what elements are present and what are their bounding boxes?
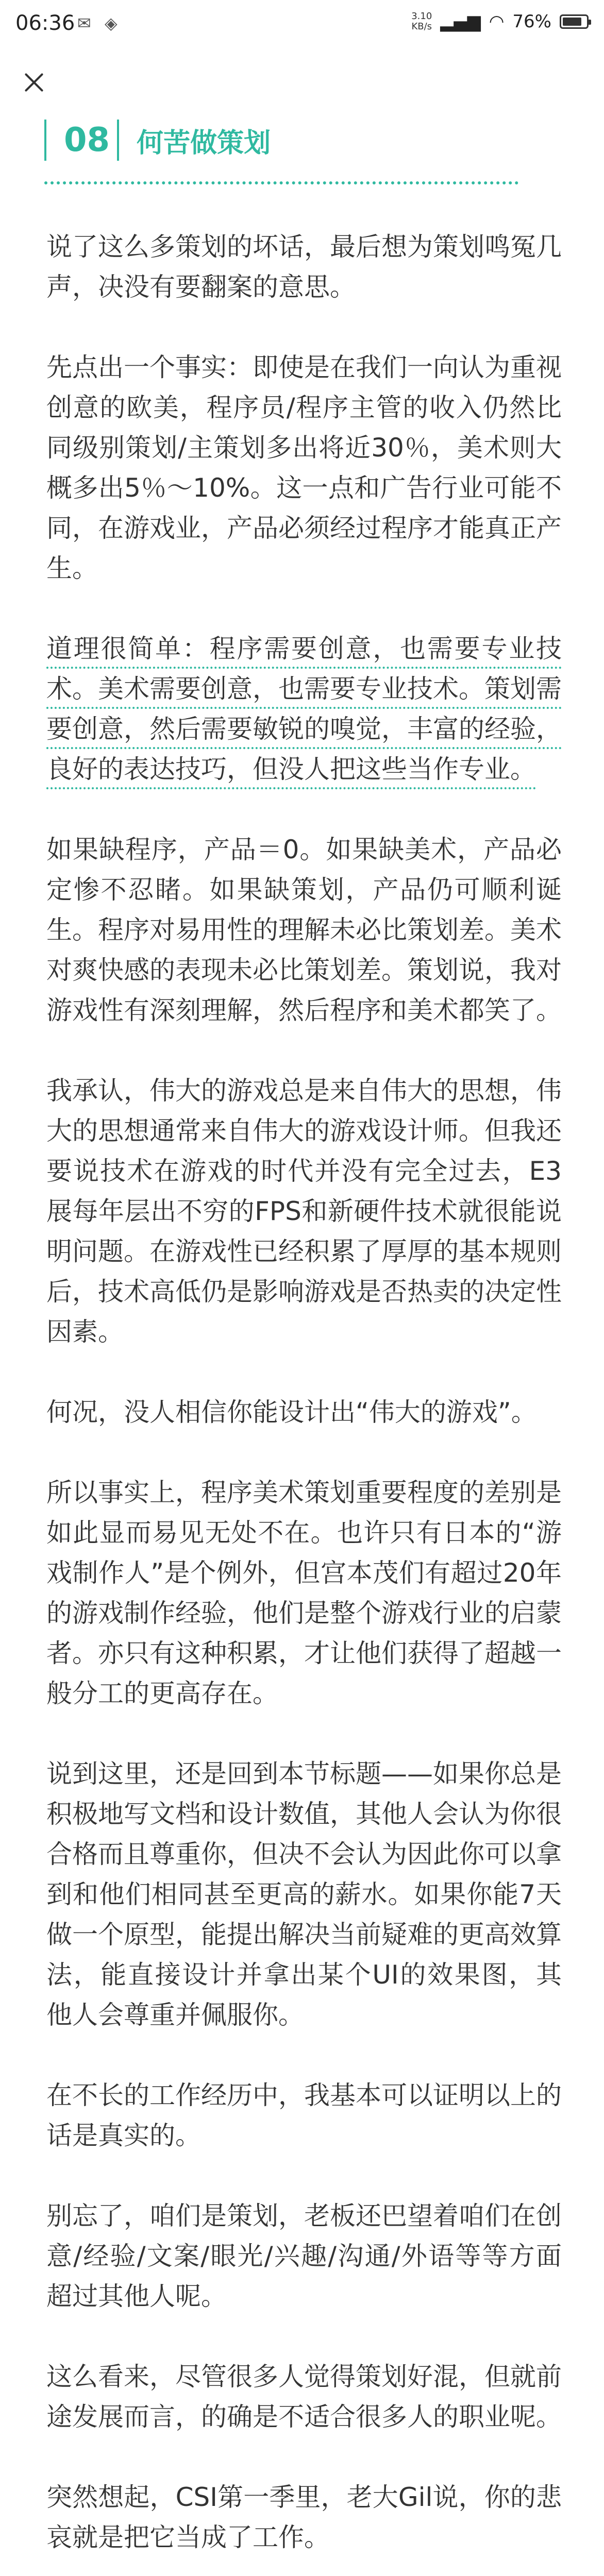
article-paragraph: 这么看来，尽管很多人觉得策划好混，但就前途发展而言，的确是不适合很多人的职业呢。 — [46, 2362, 562, 2432]
network-speed-unit: KB/s — [411, 21, 432, 32]
network-speed — [411, 11, 432, 32]
article-paragraph-highlight — [46, 629, 562, 789]
highlighted-text: 道理很简单：程序需要创意，也需要专业技术。美术需要创意，也需要专业技术。策划需要创意，然后需要敏锐的嗅觉，丰富的经验，良好的表达技巧，但没人把这些当作专业。 — [46, 634, 562, 789]
article-paragraph: 先点出一个事实：即使是在我们一向认为重视创意的欧美，程序员/程序主管的收入仍然比同级别策划/主策划多出将近30％，美术则大概多出5％～10%。这一点和广告行业可能不同，在游戏业，产品必须经过程序才能真正产生。 — [46, 352, 562, 583]
section-title: 何苦做策划 — [137, 127, 271, 159]
battery-icon — [560, 14, 589, 29]
close-icon[interactable] — [18, 66, 51, 99]
article-paragraph: 别忘了，咱们是策划，老板还巴望着咱们在创意/经验/文案/眼光/兴趣/沟通/外语等等方面超过其他人呢。 — [46, 2201, 562, 2311]
signal-icon: ▂▄▆ — [440, 11, 481, 32]
article-paragraph: 说到这里，还是回到本节标题——如果你总是积极地写文档和设计数值，其他人会认为你很合格而且尊重你，但决不会认为因此你可以拿到和他们相同甚至更高的薪水。如果你能7天做一个原型，能提出解决当前疑难的更高效算法，能直接设计并拿出某个UI的效果图，其他人会尊重并佩服你。 — [46, 1759, 562, 2030]
status-right — [411, 11, 589, 32]
article-paragraph: 如果缺程序，产品＝0。如果缺美术，产品必定惨不忍睹。如果缺策划，产品仍可顺利诞生。程序对易用性的理解未必比策划差。美术对爽快感的表现未必比策划差。策划说，我对游戏性有深刻理解，然后程序和美术都笑了。 — [46, 835, 562, 1025]
section-accent-bar — [44, 120, 46, 161]
notification-icons: ✉ ◈ — [77, 13, 122, 33]
section-header — [44, 120, 271, 161]
article-paragraph: 说了这么多策划的坏话，最后想为策划鸣冤几声，决没有要翻案的意思。 — [46, 232, 562, 302]
article-paragraph: 在不长的工作经历中，我基本可以证明以上的话是真实的。 — [46, 2080, 562, 2150]
status-time: 06:36 — [15, 11, 75, 35]
article-paragraph: 我承认，伟大的游戏总是来自伟大的思想，伟大的思想通常来自伟大的游戏设计师。但我还要说技术在游戏的时代并没有完全过去，E3展每年层出不穷的FPS和新硬件技术就很能说明问题。在游戏性已经积累了厚厚的基本规则后，技术高低仍是影响游戏是否热卖的决定性因素。 — [46, 1076, 562, 1347]
battery-percent: 76% — [512, 11, 551, 32]
network-speed-value: 3.10 — [411, 11, 432, 22]
status-bar — [0, 0, 604, 46]
article-paragraph: 何况，没人相信你能设计出“伟大的游戏”。 — [46, 1397, 537, 1427]
wifi-icon: ◠ — [489, 11, 505, 32]
section-dotted-divider — [44, 181, 518, 184]
article-paragraph: 突然想起，CSI第一季里，老大Gil说，你的悲哀就是把它当成了工作。 — [46, 2482, 562, 2552]
article-paragraph: 所以事实上，程序美术策划重要程度的差别是如此显而易见无处不在。也许只有日本的“游戏制作人”是个例外，但宫本茂们有超过20年的游戏制作经验，他们是整个游戏行业的启蒙者。亦只有这种积累，才让他们获得了超越一般分工的更高存在。 — [46, 1478, 562, 1708]
section-divider — [117, 120, 119, 161]
article-body — [46, 227, 562, 2576]
section-number: 08 — [64, 121, 110, 159]
